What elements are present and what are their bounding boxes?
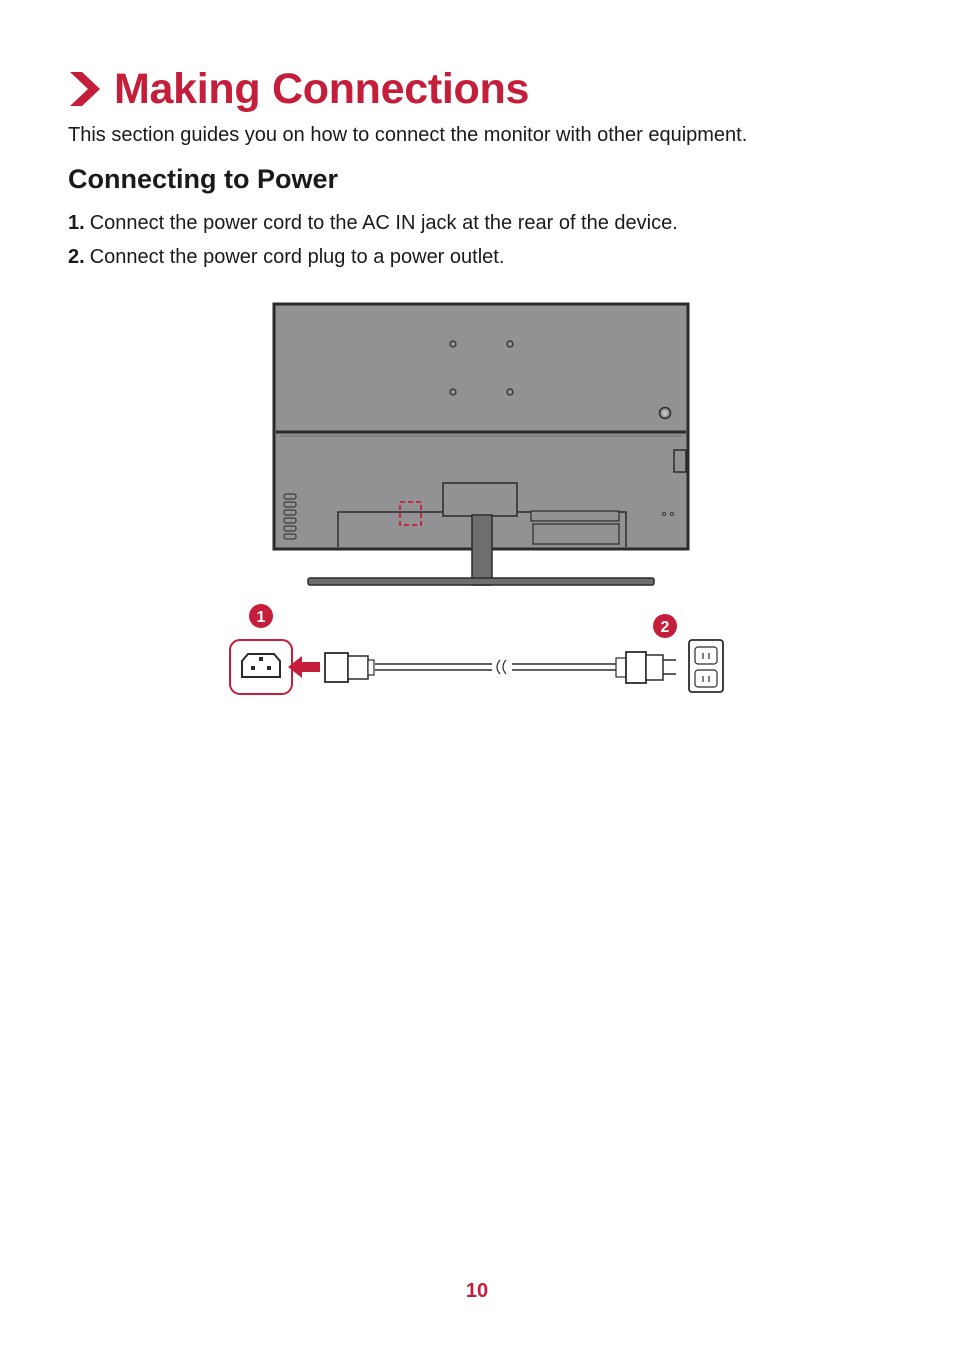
chevron-right-icon xyxy=(68,70,102,108)
callout-2-badge xyxy=(653,614,677,638)
step-item xyxy=(68,208,678,242)
monitor-back-illustration xyxy=(274,304,688,549)
step-number: 2. xyxy=(68,246,85,268)
ac-in-jack-icon xyxy=(230,640,292,694)
step-item xyxy=(68,242,678,276)
page-title: Making Connections xyxy=(114,64,530,113)
step-number: 1. xyxy=(68,212,85,234)
step-text: Connect the power cord to the AC IN jack at the rear of the device. xyxy=(89,212,678,234)
svg-text:1: 1 xyxy=(256,609,266,626)
section-title: Connecting to Power xyxy=(68,164,338,194)
step-text: Connect the power cord plug to a power outlet. xyxy=(89,246,505,268)
steps-list xyxy=(68,208,678,276)
svg-text:2: 2 xyxy=(660,619,670,636)
page-heading xyxy=(68,62,529,116)
callout-1-badge xyxy=(249,604,273,628)
power-connection-illustration xyxy=(220,296,734,700)
power-cord-illustration xyxy=(325,652,676,683)
intro-text: This section guides you on how to connect the monitor with other equipment. xyxy=(68,124,748,146)
page-number: 10 xyxy=(465,1280,489,1302)
power-outlet-icon xyxy=(689,640,723,692)
